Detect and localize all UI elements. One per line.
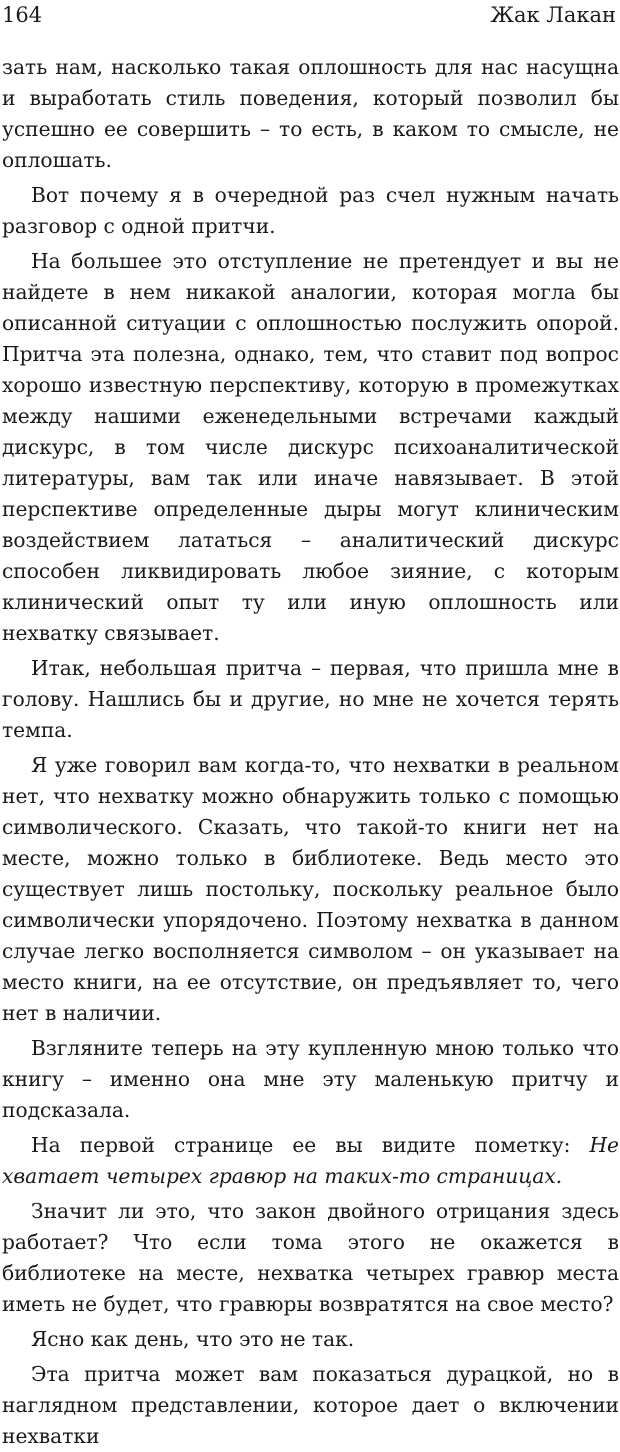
paragraph: Вот почему я в очередной раз счел нужным начать разговор с одной притчи. [2, 183, 619, 238]
paragraph: Значит ли это, что закон двойного отрицания здесь работает? Что если тома этого не окажется в библиотеке на месте, нехватка четырех гравюр места иметь не будет, что гравюры возвратятся на свое место? [2, 1199, 619, 1316]
paragraph: Ясно как день, что это не так. [31, 1327, 355, 1351]
paragraph: Итак, небольшая притча – первая, что пришла мне в голову. Нашлись бы и другие, но мне не хочется терять темпа. [2, 656, 619, 742]
paragraph-with-quote [2, 1130, 619, 1192]
paragraph-lead-text: На первой странице ее вы видите пометку: [31, 1133, 590, 1157]
running-head [2, 0, 616, 30]
paragraph: Эта притча может вам показаться дурацкой, но в наглядном представлении, которое дает о включении нехватки [2, 1362, 619, 1448]
paragraph: Я уже говорил вам когда-то, что нехватки в реальном нет, что нехватку можно обнаружить только с помощью символического. Сказать, что такой-то книги нет на месте, можно только в библиотеке. Ведь место это существует лишь постольку, поскольку реальное было символически упорядочено. Поэтому нехватка в данном случае легко восполняется символом – он указывает на место книги, на ее отсутствие, он предъявляет то, чего нет в наличии. [2, 753, 619, 1025]
paragraph-continuation: зать нам, насколько такая оплошность для нас насущна и выработать стиль поведения, который позволил бы успешно ее совершить – то есть, в каком то смысле, не оплошать. [2, 55, 619, 172]
running-head-author: Жак Лакан [490, 3, 616, 27]
paragraph: Взгляните теперь на эту купленную мною только что книгу – именно она мне эту маленькую притчу и подсказала. [2, 1036, 619, 1122]
page-number: 164 [2, 3, 43, 27]
body-text [2, 52, 619, 1452]
paragraph: На большее это отступление не претендует и вы не найдете в нем никакой аналогии, которая могла бы описанной ситуации с оплошностью послужить опорой. Притча эта полезна, однако, тем, что ставит под вопрос хорошо известную перспективу, которую в промежутках между нашими еженедельными встречами каждый дискурс, в том числе дискурс психоаналитической литературы, вам так или иначе навязывает. В этой перспективе определенные дыры могут клиническим воздействием лататься – аналитический дискурс способен ликвидировать любое зияние, с которым клинический опыт ту или иную оплошность или нехватку связывает. [2, 249, 619, 645]
italic-quote: Не хватает четырех гравюр на таких-то страницах. [2, 1133, 619, 1188]
